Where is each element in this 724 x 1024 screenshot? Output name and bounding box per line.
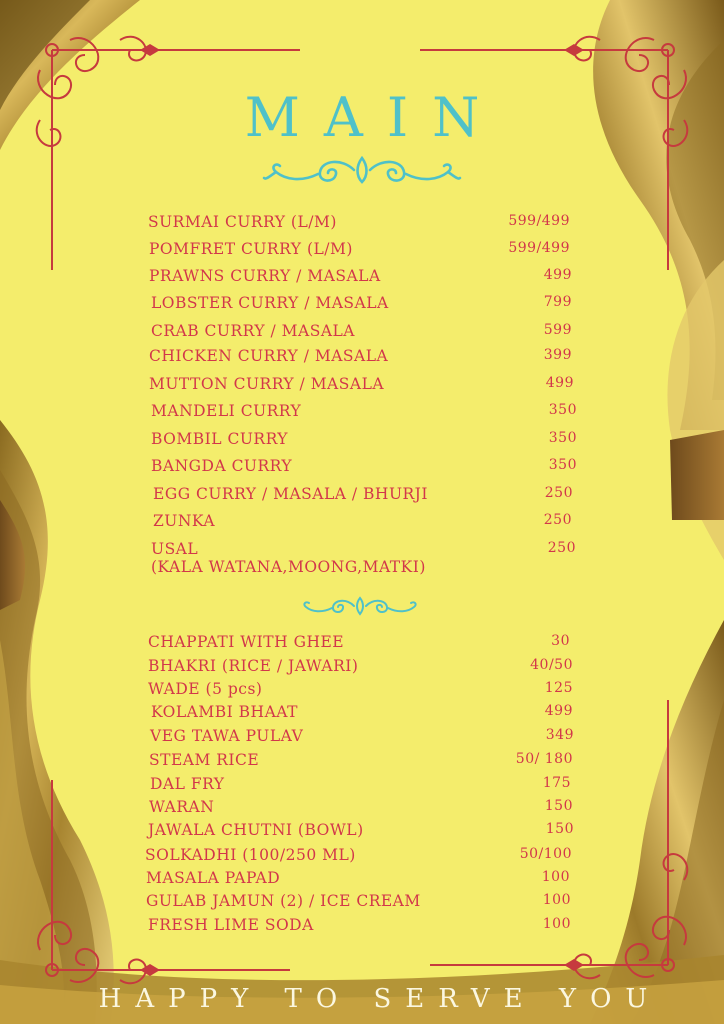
- menu-item-name: USAL: [151, 540, 199, 558]
- menu-item-name: STEAM RICE: [149, 751, 260, 769]
- menu-item-price: 100: [542, 916, 571, 932]
- menu-item-price: 349: [545, 727, 574, 743]
- menu-item-price: 175: [542, 775, 571, 791]
- menu-item-price: 40/50: [530, 657, 573, 673]
- menu-item-name: GULAB JAMUN (2) / ICE CREAM: [146, 892, 421, 910]
- menu-item-price: 100: [542, 892, 571, 908]
- menu-item: [0, 916, 724, 940]
- menu-item: [0, 703, 724, 727]
- menu-item-price: 499: [545, 375, 574, 391]
- menu-item: [0, 892, 724, 916]
- menu-item-name: MASALA PAPAD: [146, 869, 281, 887]
- menu-item: [0, 869, 724, 893]
- menu-item-name: BOMBIL CURRY: [151, 430, 289, 448]
- menu-item: [0, 680, 724, 704]
- menu-item: [0, 540, 724, 576]
- menu-item: [0, 347, 724, 371]
- menu-item-price: 599/499: [508, 240, 570, 256]
- menu-item-name: CHAPPATI WITH GHEE: [148, 633, 345, 651]
- menu-item-price: 350: [548, 457, 577, 473]
- menu-item-name: PRAWNS CURRY / MASALA: [149, 267, 381, 285]
- menu-item: [0, 240, 724, 264]
- menu-item-name: WARAN: [149, 798, 215, 816]
- title-flourish: [262, 152, 462, 188]
- menu-item-name: SOLKADHI (100/250 ML): [145, 846, 356, 864]
- menu-item-name: EGG CURRY / MASALA / BHURJI: [153, 485, 429, 503]
- menu-item: [0, 485, 724, 509]
- menu-item-name: MUTTON CURRY / MASALA: [149, 375, 385, 393]
- menu-item-name: ZUNKA: [153, 512, 216, 530]
- section-divider-flourish: [300, 594, 420, 618]
- menu-item-price: 250: [544, 485, 573, 501]
- menu-item-name: VEG TAWA PULAV: [150, 727, 304, 745]
- menu-item-price: 150: [544, 798, 573, 814]
- menu-item: [0, 267, 724, 291]
- menu-item-name: FRESH LIME SODA: [148, 916, 314, 934]
- menu-item-name: POMFRET CURRY (L/M): [149, 240, 353, 258]
- menu-item-price: 599/499: [508, 213, 570, 229]
- menu-item: [0, 512, 724, 536]
- menu-item-price: 50/100: [519, 846, 572, 862]
- menu-item-name: MANDELI CURRY: [151, 402, 302, 420]
- menu-item: [0, 727, 724, 751]
- menu-item: [0, 375, 724, 399]
- menu-title: MAIN: [244, 86, 504, 149]
- menu-item-name: KOLAMBI BHAAT: [151, 703, 298, 721]
- menu-item-price: 350: [548, 430, 577, 446]
- menu-item-name: BANGDA CURRY: [151, 457, 293, 475]
- menu-item-name: CRAB CURRY / MASALA: [151, 322, 355, 340]
- menu-item-description: (KALA WATANA,MOONG,MATKI): [151, 558, 426, 576]
- menu-item-name: BHAKRI (RICE / JAWARI): [148, 657, 359, 675]
- menu-item: [0, 402, 724, 426]
- menu-item-price: 150: [545, 821, 574, 837]
- menu-item-price: 350: [548, 402, 577, 418]
- menu-item: [0, 294, 724, 318]
- menu-item-price: 499: [543, 267, 572, 283]
- menu-item-price: 100: [541, 869, 570, 885]
- menu-item-price: 125: [544, 680, 573, 696]
- menu-item-price: 250: [543, 512, 572, 528]
- menu-item-name: LOBSTER CURRY / MASALA: [151, 294, 389, 312]
- menu-item: [0, 657, 724, 681]
- menu-item-price: 399: [543, 347, 572, 363]
- menu-item-price: 250: [547, 540, 576, 556]
- menu-item: [0, 213, 724, 237]
- menu-item-name: CHICKEN CURRY / MASALA: [149, 347, 389, 365]
- footer-tagline: HAPPY TO SERVE YOU: [98, 984, 662, 1014]
- menu-item-price: 599: [543, 322, 572, 338]
- menu-item-name: SURMAI CURRY (L/M): [148, 213, 337, 231]
- menu-item-price: 799: [543, 294, 572, 310]
- menu-item: [0, 430, 724, 454]
- menu-item-name: JAWALA CHUTNI (BOWL): [148, 821, 364, 839]
- menu-item: [0, 322, 724, 346]
- menu-item: [0, 457, 724, 481]
- menu-item-name: DAL FRY: [150, 775, 225, 793]
- menu-item: [0, 775, 724, 799]
- menu-item-price: 499: [544, 703, 573, 719]
- menu-item-name: WADE (5 pcs): [148, 680, 263, 698]
- menu-item: [0, 846, 724, 870]
- menu-item-price: 50/ 180: [515, 751, 573, 767]
- menu-item: [0, 821, 724, 845]
- menu-item: [0, 751, 724, 775]
- menu-item: [0, 798, 724, 822]
- menu-item-price: 30: [551, 633, 570, 649]
- menu-item: [0, 633, 724, 657]
